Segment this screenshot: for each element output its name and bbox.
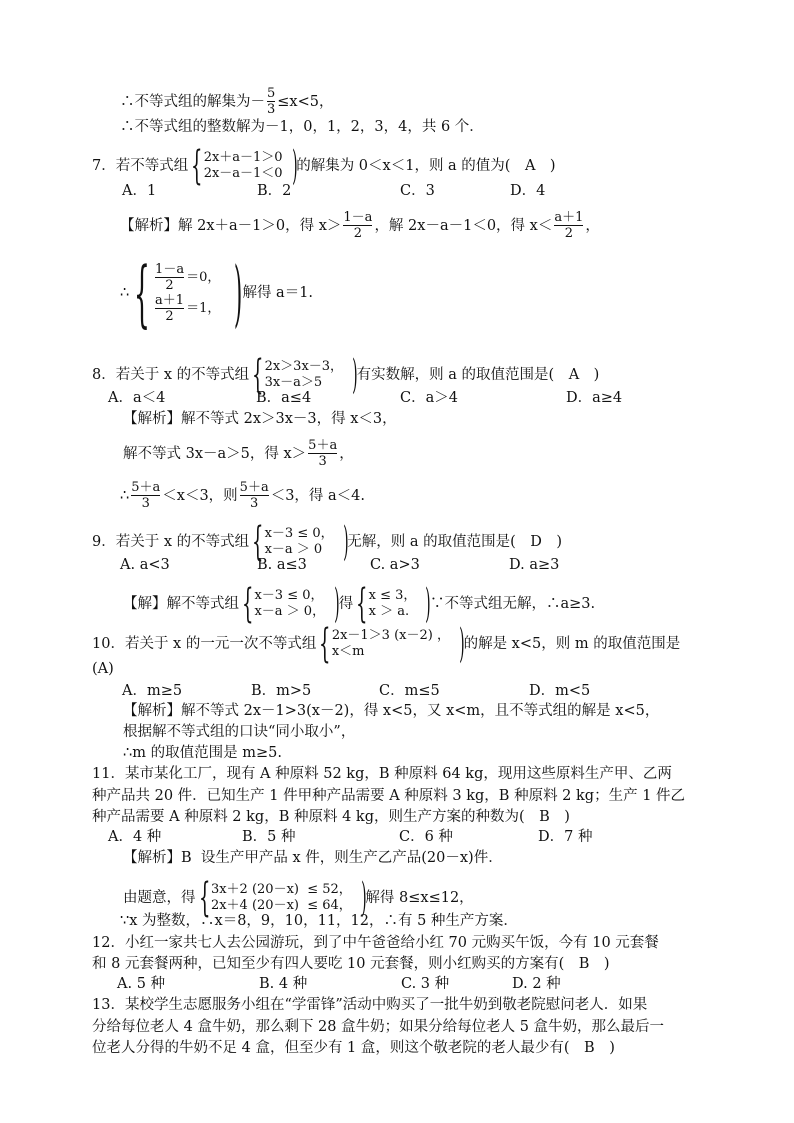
text: 解得 8≤x≤12， — [365, 890, 474, 906]
option-c: C．3 — [400, 183, 435, 199]
numerator: 1－a — [155, 262, 185, 277]
analysis-7 — [120, 210, 600, 241]
options-12 — [117, 975, 561, 993]
text: 11．某市某化工厂，现有 A 种原料 52 kg，B 种原料 64 kg，现用这些原料生产甲、乙两 — [92, 766, 672, 782]
text: 无解，则 a 的取值范围是( D ) — [347, 534, 563, 550]
option-b: B. 4 种 — [259, 976, 308, 992]
text: ∴ — [120, 487, 130, 504]
fraction — [240, 480, 269, 511]
text: ≤x<5， — [277, 93, 334, 110]
inequality-system: { 3x＋2 (20－x) ≤ 52， 2x＋4 (20－x) ≤ 64， ) — [198, 875, 367, 921]
text: 12．小红一家共七人去公园游玩，到了中午爸爸给小红 70 元购买午饭，今有 10 元套餐 — [92, 935, 659, 951]
text: 【解析】解不等式 2x－1>3(x－2)，得 x<5，又 x<m，且不等式组的解是 x<5， — [123, 703, 660, 719]
text: ，解 2x－a－1＜0，得 x＜ — [374, 217, 553, 234]
analysis-8-line-3 — [120, 480, 365, 511]
row: 2x＋a－1＞0 — [203, 150, 283, 165]
option-d: D. a≥3 — [509, 557, 560, 573]
text: ∴不等式组的解集为－ — [120, 93, 265, 110]
text: 根据解不等式组的口诀“同小取小”， — [123, 724, 356, 740]
row: x－3 ≤ 0， — [264, 526, 334, 541]
text: ∵x 为整数，∴x＝8，9，10，11，12，∴有 5 种生产方案． — [120, 913, 518, 929]
inequality-system: { 2x＞3x－3， 3x－a＞5 ) — [252, 352, 358, 398]
text: 的解是 x<5，则 m 的取值范围是 — [463, 636, 681, 652]
inequality-system: { 2x＋a－1＞0 2x－a－1＜0 ) — [191, 143, 298, 189]
text: ∴ — [120, 285, 130, 301]
analysis-9 — [123, 581, 596, 627]
question-13-line-3 — [92, 1039, 615, 1057]
text: 位老人分得的牛奶不足 4 盒，但至少有 1 盒，则这个敬老院的老人最少有( B ) — [92, 1040, 615, 1056]
text: ∴m 的取值范围是 m≥5. — [123, 745, 282, 761]
analysis-10-line-3 — [123, 744, 282, 762]
numerator: 5＋a — [131, 480, 161, 495]
denominator: 2 — [353, 226, 363, 241]
fraction — [554, 210, 583, 241]
text: ＜x＜3，则 — [162, 487, 238, 504]
option-a: A. 5 种 — [117, 976, 166, 992]
question-7 — [92, 143, 556, 189]
option-c: C. 3 种 — [401, 976, 450, 992]
numerator: 5＋a — [239, 480, 269, 495]
option-d: D．a≥4 — [566, 390, 623, 406]
inequality-system: { 2x－1＞3 (x－2) ， x＜m ) — [319, 621, 465, 667]
option-b: B. a≤3 — [257, 557, 307, 573]
numerator: 1－a — [343, 210, 373, 225]
numerator: 5 — [267, 86, 276, 101]
text: ∴不等式组的整数解为－1，0，1，2，3，4，共 6 个． — [120, 119, 484, 135]
row: 2x－1＞3 (x－2) ， — [331, 628, 450, 643]
analysis-11-line-1 — [123, 849, 503, 867]
option-d: D. 2 种 — [512, 976, 561, 992]
answer: (A) — [92, 661, 114, 677]
text: 由题意，得 — [123, 890, 196, 906]
row: x ≤ 3， — [368, 588, 417, 603]
denominator: 3 — [318, 454, 327, 469]
question-11-line-2 — [92, 787, 685, 805]
option-c: C．6 种 — [399, 829, 453, 845]
text: 【解析】解 2x＋a－1＞0，得 x＞ — [120, 217, 342, 234]
options-10 — [122, 682, 590, 700]
fraction — [131, 480, 160, 511]
text: ＜3，得 a＜4. — [270, 487, 366, 504]
row: x＜m — [331, 644, 365, 659]
numerator: a＋1 — [554, 210, 584, 225]
option-b: B．5 种 — [242, 829, 296, 845]
options-11 — [108, 828, 592, 846]
question-10 — [92, 621, 681, 667]
text: 解得 a＝1. — [242, 285, 314, 301]
row: 2x－a－1＜0 — [203, 166, 283, 181]
denominator: 3 — [141, 496, 150, 511]
row: 3x－a＞5 — [264, 375, 323, 390]
option-c: C．m≤5 — [379, 683, 440, 699]
inequality-system: { x－3 ≤ 0， x－a ＞ 0 ) — [252, 519, 349, 565]
text: 和 8 元套餐两种，已知至少有四人要吃 10 元套餐，则小红购买的方案有( B ) — [92, 956, 610, 972]
text: 种产品需要 A 种原料 2 kg，B 种原料 4 kg，则生产方案的种数为( B ) — [92, 809, 570, 825]
numerator: 5＋a — [308, 438, 338, 453]
analysis-10-line-2 — [123, 723, 355, 741]
row: x－a ＞ 0 — [264, 542, 323, 557]
analysis-10-line-1 — [123, 702, 659, 720]
fraction — [267, 86, 275, 117]
option-d: D．m<5 — [529, 683, 591, 699]
row: 2x＞3x－3， — [264, 359, 344, 374]
text: 9．若关于 x 的不等式组 — [92, 534, 250, 550]
text: 种产品共 20 件．已知生产 1 件甲种产品需要 A 种原料 3 kg，B 种原料 2 kg；生产 1 件乙 — [92, 788, 686, 804]
option-d: D．4 — [510, 183, 546, 199]
options-9 — [120, 556, 559, 574]
text: 的解集为 0＜x＜1，则 a 的值为( A ) — [296, 158, 556, 174]
question-13-line-2 — [92, 1018, 664, 1036]
question-10-answer — [92, 660, 114, 678]
question-13-line-1 — [92, 996, 647, 1014]
text: 有实数解，则 a 的取值范围是( A ) — [356, 367, 600, 383]
option-d: D．7 种 — [538, 829, 593, 845]
question-12-line-2 — [92, 955, 610, 973]
text: 【解析】解不等式 2x＞3x－3，得 x＜3， — [123, 411, 397, 427]
analysis-8-line-2 — [123, 438, 354, 469]
text: 解不等式 3x－a＞5，得 x＞ — [123, 445, 307, 462]
option-a: A．4 种 — [108, 829, 162, 845]
text: ， — [339, 445, 354, 462]
text: 7．若不等式组 — [92, 158, 189, 174]
row: x ＞ a. — [368, 604, 410, 619]
integer-solutions-line — [120, 118, 484, 136]
text: 【解】解不等式组 — [123, 596, 239, 612]
text: 【解析】B 设生产甲产品 x 件，则生产乙产品(20－x)件． — [123, 850, 503, 866]
analysis-7-system — [120, 251, 314, 335]
question-11-line-3 — [92, 808, 570, 826]
options-8 — [108, 389, 622, 407]
analysis-11-line-2 — [123, 875, 474, 921]
denominator: 2 — [165, 309, 174, 324]
row: 3x＋2 (20－x) ≤ 52， — [210, 882, 352, 897]
text: ∵不等式组无解，∴a≥3. — [430, 596, 596, 612]
denominator: 2 — [165, 278, 174, 293]
denominator: 3 — [250, 496, 259, 511]
text: ， — [585, 217, 600, 234]
text: 得 — [338, 596, 354, 612]
option-a: A．a＜4 — [108, 390, 166, 406]
option-a: A．1 — [122, 183, 157, 199]
text: 8．若关于 x 的不等式组 — [92, 367, 250, 383]
numerator: a＋1 — [155, 293, 185, 308]
question-11-line-1 — [92, 765, 672, 783]
option-c: C. a>3 — [370, 557, 420, 573]
option-a: A. a<3 — [120, 557, 170, 573]
analysis-8-line-1 — [123, 410, 397, 428]
option-b: B．a≤4 — [256, 390, 312, 406]
text: 13．某校学生志愿服务小组在“学雷锋”活动中购买了一批牛奶到敬老院慰问老人．如果 — [92, 997, 648, 1013]
solution-set-line — [120, 86, 333, 117]
equation-system: { $\frac{1-a}{2}$ ＝0， $\frac{a+1}{2}$ ＝1， ) — [134, 251, 243, 335]
option-a: A．m≥5 — [122, 683, 183, 699]
inequality-system: { x－3 ≤ 0， x－a ＞ 0， ) — [241, 581, 340, 627]
option-b: B．m>5 — [251, 683, 312, 699]
question-12-line-1 — [92, 934, 659, 952]
denominator: 3 — [267, 102, 276, 117]
option-c: C．a＞4 — [400, 390, 458, 406]
text: 10．若关于 x 的一元一次不等式组 — [92, 636, 317, 652]
inequality-system: { x ≤ 3， x ＞ a. ) — [356, 581, 431, 627]
analysis-11-line-3 — [120, 912, 518, 930]
text: ＝1， — [186, 300, 221, 316]
fraction — [343, 210, 372, 241]
option-b: B．2 — [257, 183, 292, 199]
options-7 — [122, 182, 545, 200]
row: 2x＋4 (20－x) ≤ 64， — [210, 898, 352, 913]
row: x－a ＞ 0， — [254, 604, 326, 619]
text: 分给每位老人 4 盒牛奶，那么剩下 28 盒牛奶；如果分给每位老人 5 盒牛奶，那么最后一 — [92, 1019, 665, 1035]
fraction — [308, 438, 337, 469]
text: ＝0， — [186, 269, 221, 285]
row: x－3 ≤ 0， — [254, 588, 324, 603]
denominator: 2 — [564, 226, 573, 241]
